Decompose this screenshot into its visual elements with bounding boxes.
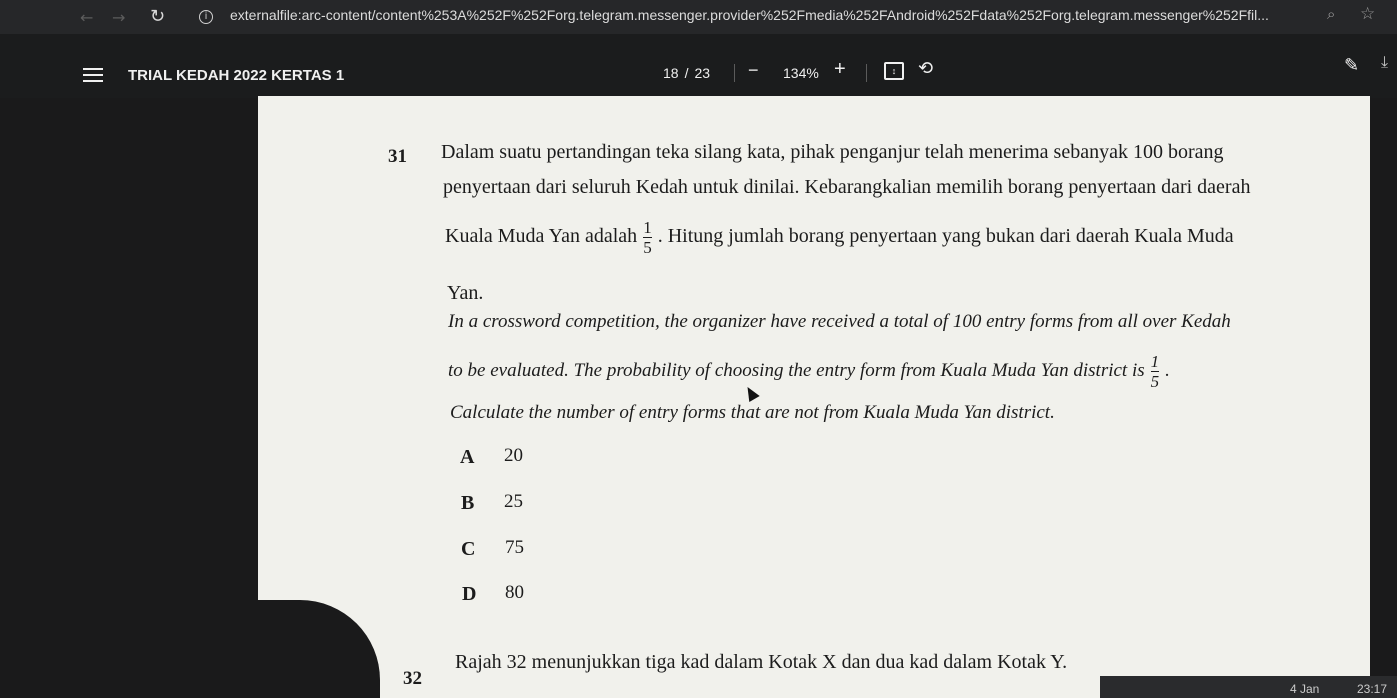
browser-address-bar [0, 0, 1397, 34]
rotate-icon[interactable]: ⟲ [918, 58, 934, 78]
option-letter: D [462, 583, 477, 605]
page-indicator [663, 65, 710, 81]
site-info-icon[interactable]: i [199, 10, 213, 24]
question-malay-line-4: Yan. [447, 282, 484, 304]
option-value: 20 [504, 445, 523, 466]
question-number: 32 [403, 668, 422, 689]
tray-clock[interactable]: 23:17 [1357, 682, 1388, 696]
option-value: 75 [505, 537, 524, 558]
option-letter: C [461, 538, 476, 560]
bookmark-star-icon[interactable]: ☆ [1360, 4, 1376, 24]
option-value: 25 [504, 491, 523, 512]
forward-arrow-icon[interactable]: → [112, 8, 126, 27]
hamburger-menu-icon[interactable] [83, 68, 103, 82]
document-title: TRIAL KEDAH 2022 KERTAS 1 [128, 67, 345, 84]
malay-line-3-start: Kuala Muda Yan adalah [445, 225, 638, 248]
total-pages: 23 [694, 65, 711, 81]
pdf-page [258, 96, 1370, 698]
fit-to-page-icon[interactable]: ↕ [884, 62, 904, 80]
question-malay-line-2: penyertaan dari seluruh Kedah untuk dinilai. Kebarangkalian memilih borang penyertaan dari daerah [443, 176, 1251, 198]
fraction-numerator: 1 [1150, 352, 1160, 371]
pdf-toolbar [0, 34, 1397, 98]
zoom-out-button[interactable]: − [748, 60, 759, 80]
url-field[interactable]: externalfile:arc-content/content%253A%252F%252Forg.telegram.messenger.provider%252Fmedia%252FAndroid%252Fdata%252Forg.telegram.messenger%252Ffil... [230, 7, 1269, 23]
option-letter: B [461, 492, 475, 514]
zoom-level-input[interactable]: 134% [783, 65, 819, 81]
question-32-text: Rajah 32 menunjukkan tiga kad dalam Kotak X dan dua kad dalam Kotak Y. [455, 651, 1068, 673]
annotate-pen-icon[interactable]: ✎ [1344, 55, 1360, 75]
question-malay-line-3 [445, 218, 1234, 257]
question-english-line-2 [448, 352, 1170, 391]
fraction-numerator: 1 [643, 218, 652, 237]
question-malay-line-1: Dalam suatu pertandingan teka silang kata, pihak penganjur telah menerima sebanyak 100 borang [441, 141, 1224, 163]
screen-shadow [0, 600, 380, 698]
probability-fraction [1151, 352, 1160, 391]
question-english-line-3: Calculate the number of entry forms that are not from Kuala Muda Yan district. [450, 402, 1055, 423]
malay-line-3-end: . Hitung jumlah borang penyertaan yang bukan dari daerah Kuala Muda [657, 225, 1234, 248]
fraction-denominator: 5 [643, 238, 652, 257]
option-value: 80 [505, 582, 524, 603]
english-line-2-end: . [1165, 359, 1170, 381]
tray-date: 4 Jan [1290, 682, 1320, 696]
page-separator: / [684, 65, 689, 81]
toolbar-divider [734, 64, 735, 82]
system-taskbar [1100, 676, 1397, 698]
probability-fraction [643, 218, 652, 257]
english-line-2-start: to be evaluated. The probability of choosing the entry form from Kuala Muda Yan district is [448, 359, 1145, 381]
toolbar-divider [866, 64, 867, 82]
zoom-in-button[interactable]: + [834, 58, 846, 80]
back-arrow-icon[interactable]: ← [80, 8, 94, 27]
question-number: 31 [388, 146, 407, 167]
current-page-input[interactable]: 18 [663, 65, 679, 81]
question-english-line-1: In a crossword competition, the organizer have received a total of 100 entry forms from all over Kedah [448, 311, 1231, 332]
zoom-icon[interactable]: ⌕ [1327, 5, 1336, 23]
option-letter: A [460, 446, 475, 468]
reload-icon[interactable]: ↻ [150, 6, 166, 27]
download-icon[interactable]: ⤓ [1381, 54, 1389, 71]
fraction-denominator: 5 [1150, 372, 1160, 391]
